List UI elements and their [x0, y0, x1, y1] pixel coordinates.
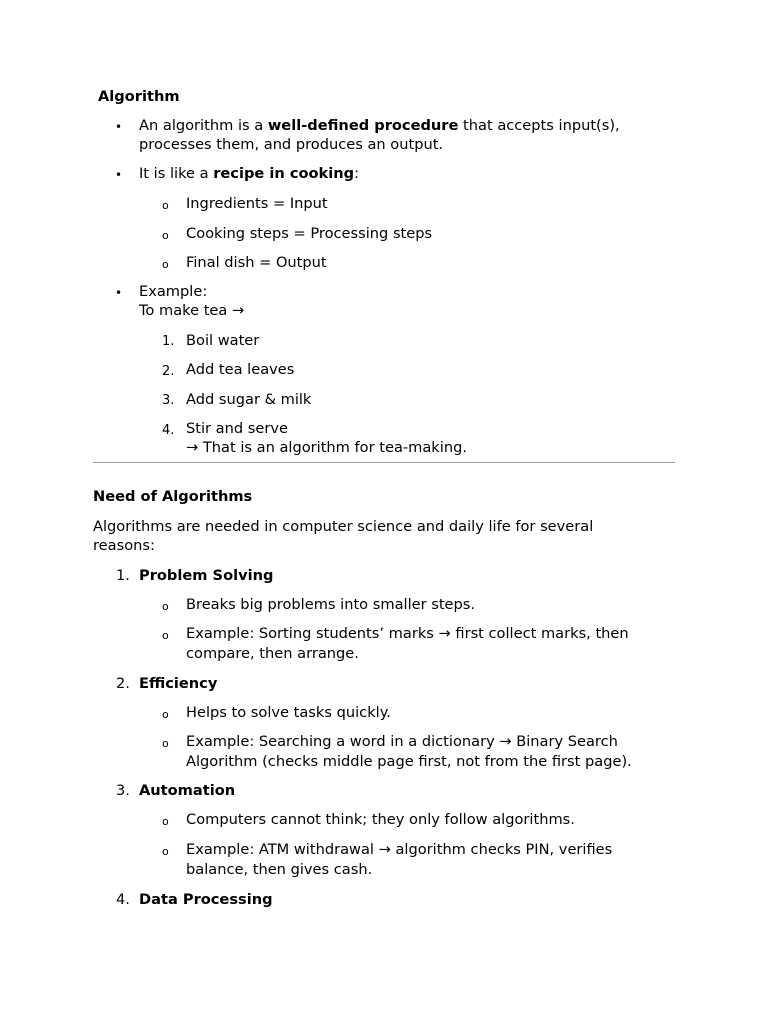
bullet-definition-line1: An algorithm is a well-defined procedure that accepts input(s), — [139, 117, 620, 134]
item-title-efficiency: Efficiency — [139, 675, 218, 692]
item-number: 3. — [116, 782, 130, 799]
sub-item-ingredients: Ingredients = Input — [186, 195, 328, 212]
sub-item-cont: balance, then gives cash. — [186, 861, 373, 878]
tea-conclusion: → That is an algorithm for tea-making. — [186, 439, 467, 456]
step-add-sugar-milk: Add sugar & milk — [186, 391, 312, 408]
step-number: 3. — [162, 393, 175, 408]
sub-item: Breaks big problems into smaller steps. — [186, 596, 476, 613]
step-stir-serve: Stir and serve — [186, 420, 288, 437]
intro-line2: reasons: — [93, 537, 155, 554]
section-title-algorithm: Algorithm — [98, 88, 180, 105]
bullet-recipe: It is like a recipe in cooking: — [139, 165, 360, 182]
sub-bullet-marker: o — [162, 708, 169, 721]
step-add-tea-leaves: Add tea leaves — [186, 361, 295, 378]
bold-term: well-defined procedure — [267, 117, 459, 134]
sub-item-cooking-steps: Cooking steps = Processing steps — [186, 225, 433, 242]
sub-bullet-marker: o — [162, 199, 169, 212]
sub-item-final-dish: Final dish = Output — [186, 254, 327, 271]
step-boil-water: Boil water — [186, 332, 260, 349]
example-tea: To make tea → — [139, 302, 245, 319]
item-number: 1. — [116, 567, 130, 584]
sub-item: Example: ATM withdrawal → algorithm checks PIN, verifies — [186, 841, 613, 858]
sub-item: Helps to solve tasks quickly. — [186, 704, 391, 721]
sub-item: Example: Searching a word in a dictionary → Binary Search — [186, 733, 618, 750]
intro-line1: Algorithms are needed in computer science and daily life for several — [93, 518, 594, 535]
bold-term: recipe in cooking — [213, 165, 355, 182]
bullet-marker: • — [115, 120, 123, 134]
item-number: 2. — [116, 675, 130, 692]
step-number: 1. — [162, 334, 175, 349]
horizontal-divider — [93, 462, 675, 463]
sub-item-cont: compare, then arrange. — [186, 645, 359, 662]
sub-bullet-marker: o — [162, 629, 169, 642]
step-number: 4. — [162, 423, 175, 438]
step-number: 2. — [162, 364, 175, 379]
section-title-need: Need of Algorithms — [93, 488, 253, 505]
item-number: 4. — [116, 891, 130, 908]
example-label: Example: — [139, 283, 208, 300]
sub-bullet-marker: o — [162, 258, 169, 271]
sub-bullet-marker: o — [162, 229, 169, 242]
bullet-marker: • — [115, 168, 123, 182]
item-title-problem-solving: Problem Solving — [139, 567, 274, 584]
sub-bullet-marker: o — [162, 737, 169, 750]
sub-item: Example: Sorting students’ marks → first collect marks, then — [186, 625, 629, 642]
bullet-definition-line2: processes them, and produces an output. — [139, 136, 444, 153]
sub-bullet-marker: o — [162, 815, 169, 828]
sub-item: Computers cannot think; they only follow algorithms. — [186, 811, 575, 828]
sub-item-cont: Algorithm (checks middle page first, not from the first page). — [186, 753, 632, 770]
sub-bullet-marker: o — [162, 845, 169, 858]
bullet-marker: • — [115, 286, 123, 300]
sub-bullet-marker: o — [162, 600, 169, 613]
item-title-data-processing: Data Processing — [139, 891, 273, 908]
item-title-automation: Automation — [139, 782, 236, 799]
